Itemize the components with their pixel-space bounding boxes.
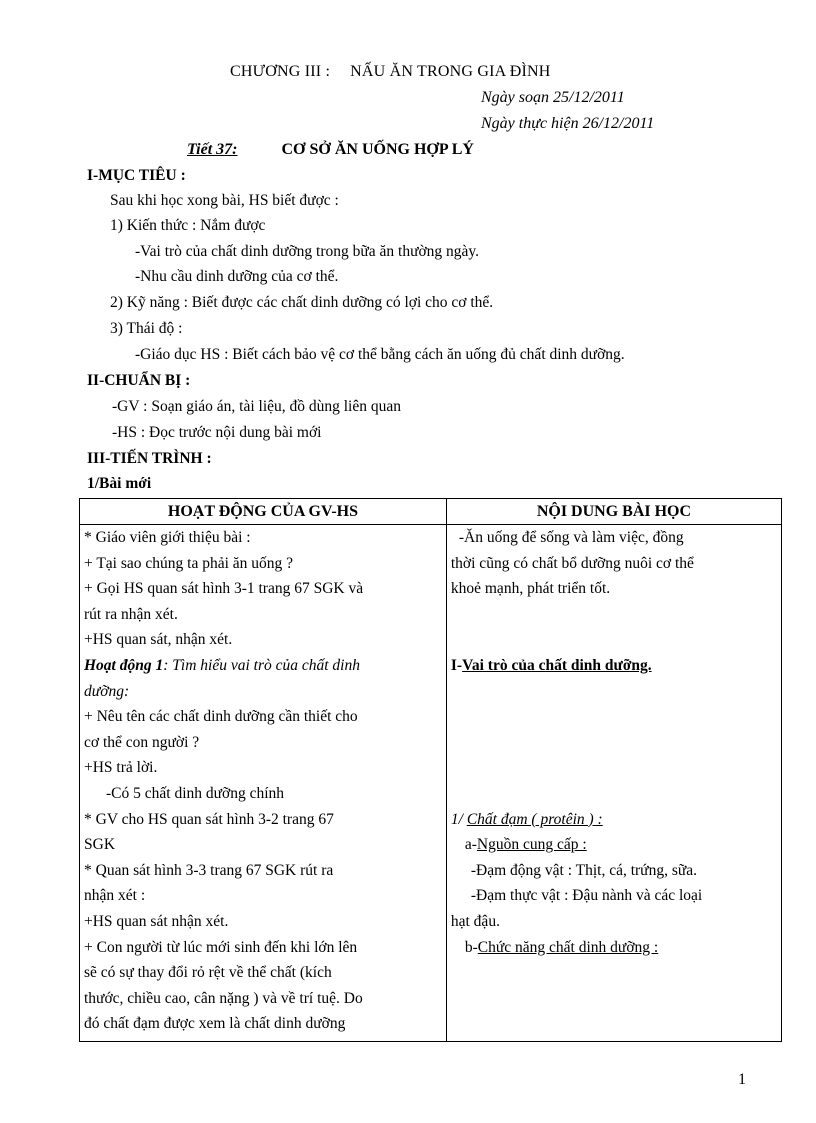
activity-title-rest: : Tìm hiểu vai trò của chất dinh [163,656,360,674]
content-cell [446,525,781,1042]
chapter-heading [230,63,550,81]
activity-line: sẽ có sự thay đổi rỏ rệt về thể chất (kích [84,964,332,982]
objective-skills: 2) Kỹ năng : Biết được các chất dinh dưỡng có lợi cho cơ thể. [110,294,494,311]
objectives-intro: Sau khi học xong bài, HS biết được : [110,192,339,209]
activity-line: SGK [84,836,116,854]
col-activities-header: HOẠT ĐỘNG CỦA GV-HS [80,499,447,525]
preparation-hs: -HS : Đọc trước nội dung bài mới [112,424,322,441]
chapter-label: CHƯƠNG III : [230,63,331,80]
objective-knowledge-2: -Nhu cầu dinh dưỡng của cơ thể. [135,268,339,285]
lesson-title: CƠ SỞ ĂN UỐNG HỢP LÝ [281,141,474,158]
chapter-title: NẤU ĂN TRONG GIA ĐÌNH [350,63,551,80]
process-subheading: 1/Bài mới [87,475,152,492]
activity-title: Hoạt động 1 [84,656,164,674]
activity-line: đó chất đạm được xem là chất dinh dưỡng [84,1015,346,1033]
col-content-header: NỘI DUNG BÀI HỌC [446,499,781,525]
activity-line: thước, chiều cao, cân nặng ) và về trí tuệ. Do [84,989,363,1007]
date-prepared: Ngày soạn 25/12/2011 [481,89,625,106]
objective-attitude-1: -Giáo dục HS : Biết cách bảo vệ cơ thể bằng cách ăn uống đủ chất dinh dưỡng. [135,346,625,363]
item-prefix: a- [464,836,477,854]
objective-attitude: 3) Thái độ : [110,320,183,337]
section-title: Vai trò của chất dinh dưỡng. [462,656,652,674]
content-line [451,935,777,961]
activity-line: +HS trả lời. [84,759,158,777]
content-line [451,653,777,679]
item-title: Chức năng chất dinh dưỡng : [477,938,659,956]
item-title: Nguồn cung cấp : [476,836,587,854]
activity-line: cơ thể con người ? [84,733,200,751]
subsection-title: Chất đạm ( protêin ) : [466,810,603,828]
lesson-number: Tiết 37: [187,141,238,158]
activity-line: * Giáo viên giới thiệu bài : [84,529,251,546]
date-taught: Ngày thực hiện 26/12/2011 [481,115,655,132]
activities-cell [80,525,447,1042]
content-line: thời cũng có chất bổ dưỡng nuôi cơ thể [450,554,694,572]
content-line: -Ăn uống để sống và làm việc, đồng [458,529,684,546]
objective-knowledge: 1) Kiến thức : Nắm được [110,217,266,234]
content-line: hạt đậu. [450,912,500,930]
section-prefix: I- [450,656,463,674]
preparation-heading: II-CHUẨN BỊ : [87,372,191,389]
content-line: khoẻ mạnh, phát triển tốt. [450,580,611,598]
lesson-heading [187,141,474,159]
activity-line [84,653,442,679]
activity-line: dưỡng: [84,682,130,700]
activity-line: -Có 5 chất dinh dưỡng chính [106,784,285,802]
page-number: 1 [738,1071,746,1088]
objectives-heading: I-MỤC TIÊU : [87,167,186,184]
activity-line: + Tại sao chúng ta phải ăn uống ? [84,554,294,572]
activity-line: + Nêu tên các chất dinh dưỡng cần thiết cho [84,708,358,726]
process-heading: III-TIẾN TRÌNH : [87,450,212,467]
content-line [451,807,777,833]
objective-knowledge-1: -Vai trò của chất dinh dưỡng trong bữa ăn thường ngày. [135,243,480,260]
content-line: -Đạm động vật : Thịt, cá, trứng, sữa. [470,861,698,879]
subsection-prefix: 1/ [450,810,467,828]
preparation-gv: -GV : Soạn giáo án, tài liệu, đồ dùng liên quan [112,398,401,415]
lesson-table [79,498,782,1042]
activity-line: + Gọi HS quan sát hình 3-1 trang 67 SGK và [84,580,364,598]
table-header-row [80,499,782,525]
item-prefix: b- [464,938,478,956]
content-line: -Đạm thực vật : Đậu nành và các loại [470,887,703,905]
activity-line: * Quan sát hình 3-3 trang 67 SGK rút ra [84,861,334,879]
activity-line: +HS quan sát, nhận xét. [84,631,233,649]
activity-line: * GV cho HS quan sát hình 3-2 trang 67 [84,810,334,828]
activity-line: rút ra nhận xét. [84,605,178,623]
content-line [451,832,777,858]
table-row [80,525,782,1042]
activity-line: nhận xét : [84,887,146,905]
activity-line: +HS quan sát nhận xét. [84,912,229,930]
activity-line: + Con người từ lúc mới sinh đến khi lớn lên [84,938,358,956]
